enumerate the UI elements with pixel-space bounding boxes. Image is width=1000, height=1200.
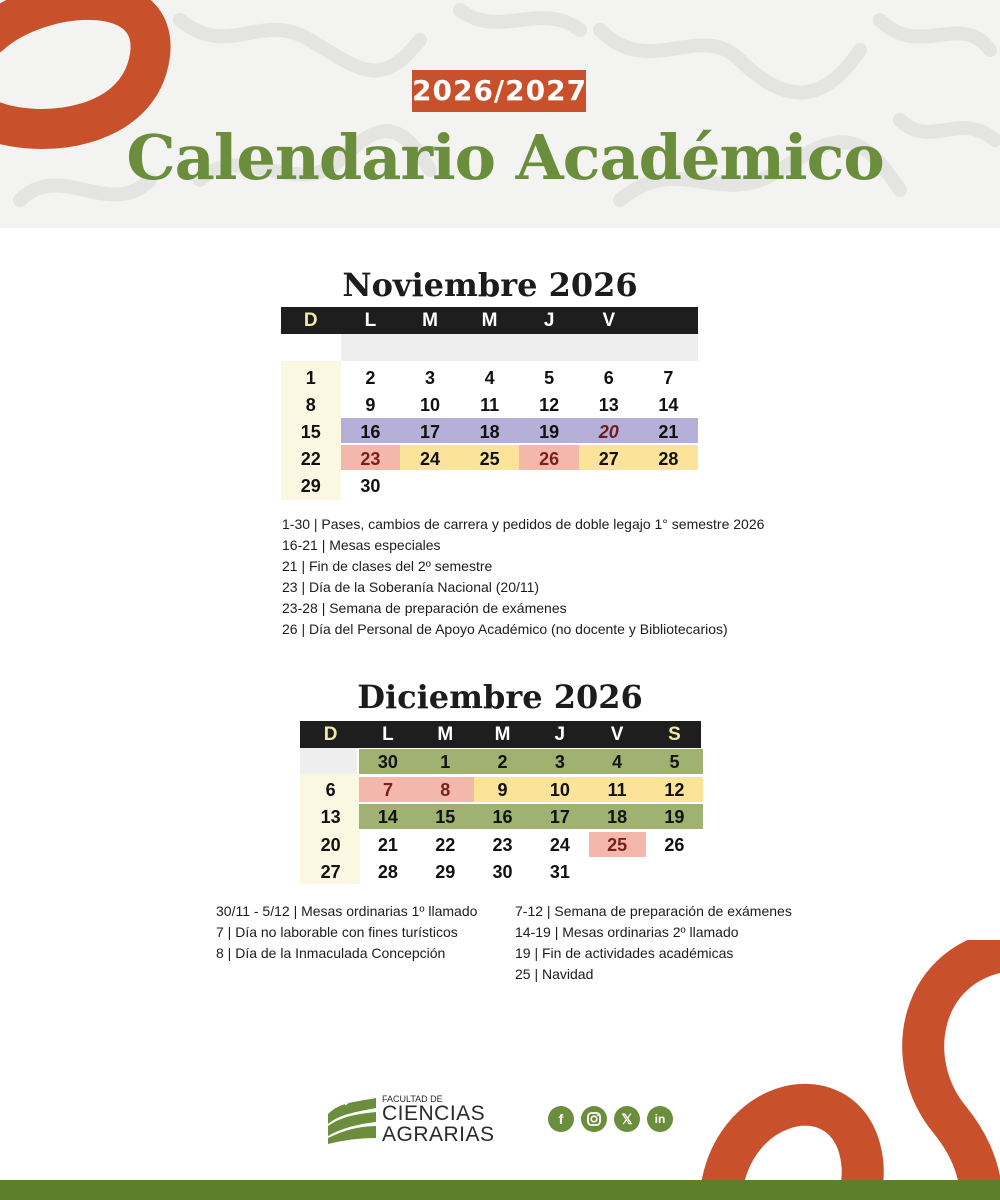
logo-small-text: FACULTAD DE [382, 1094, 443, 1104]
weekday-label: J [543, 310, 555, 331]
day-cell: 19 [539, 422, 560, 442]
legend-item: 26 | Día del Personal de Apoyo Académico (no docente y Bibliotecarios) [282, 621, 728, 637]
legend-item: 23-28 | Semana de preparación de exámenes [282, 600, 567, 616]
noviembre-legend [282, 514, 764, 640]
day-cell: 20 [320, 835, 341, 855]
instagram-icon[interactable] [581, 1106, 607, 1132]
day-cell: 30 [492, 862, 513, 882]
day-cell: 10 [549, 780, 570, 800]
day-cell: 8 [305, 395, 316, 415]
day-cell: 23 [360, 449, 381, 469]
weekday-label: V [610, 724, 624, 745]
day-cell: 9 [497, 780, 508, 800]
day-cell: 26 [539, 449, 560, 469]
weekday-label: M [481, 310, 498, 331]
blank-row [341, 334, 699, 361]
weekday-label: J [554, 724, 566, 745]
diciembre-legend-left [216, 901, 477, 964]
day-cell: 16 [492, 807, 513, 827]
legend-item: 21 | Fin de clases del 2º semestre [282, 558, 493, 574]
day-cell: 11 [607, 780, 627, 800]
logo-line2: AGRARIAS [382, 1123, 495, 1146]
weekday-label: V [602, 310, 616, 331]
legend-item: 14-19 | Mesas ordinarias 2º llamado [515, 924, 739, 940]
day-cell: 7 [663, 368, 674, 388]
day-cell: 15 [300, 422, 321, 442]
day-cell: 16 [360, 422, 381, 442]
day-cell: 17 [549, 807, 570, 827]
day-cell: 25 [607, 835, 628, 855]
page-title: Calendario Académico [126, 121, 884, 194]
day-cell: 28 [658, 449, 679, 469]
day-cell: 25 [479, 449, 500, 469]
day-cell: 11 [480, 395, 500, 415]
day-cell: 27 [598, 449, 619, 469]
faculty-logo [326, 1092, 506, 1148]
fields-logo-icon [326, 1094, 378, 1146]
day-cell: 1 [305, 368, 316, 388]
day-cell: 12 [664, 780, 685, 800]
day-cell: 23 [492, 835, 513, 855]
x-icon[interactable]: 𝕏 [614, 1106, 640, 1132]
day-cell: 2 [497, 752, 508, 772]
day-cell: 22 [300, 449, 321, 469]
decorative-swirl [680, 940, 1000, 1200]
legend-item: 1-30 | Pases, cambios de carrera y pedidos de doble legajo 1° semestre 2026 [282, 516, 765, 532]
day-cell: 31 [549, 862, 570, 882]
day-cell: 10 [419, 395, 440, 415]
header-banner [0, 0, 1000, 228]
day-cell: 29 [300, 476, 321, 496]
weekday-label: L [364, 310, 377, 331]
day-cell: 24 [549, 835, 570, 855]
footer-bar [0, 1180, 1000, 1200]
day-cell: 21 [377, 835, 398, 855]
weekday-label: D [323, 724, 338, 745]
day-cell: 13 [598, 395, 619, 415]
legend-item: 30/11 - 5/12 | Mesas ordinarias 1º llamado [216, 903, 478, 919]
day-cell: 27 [320, 862, 341, 882]
linkedin-icon[interactable]: in [647, 1106, 673, 1132]
blank-cell [300, 748, 357, 774]
day-cell: 26 [664, 835, 685, 855]
day-cell: 9 [365, 395, 376, 415]
day-cell: 12 [539, 395, 560, 415]
legend-item: 23 | Día de la Soberanía Nacional (20/11) [282, 579, 540, 595]
day-cell: 5 [544, 368, 555, 388]
day-cell: 22 [435, 835, 456, 855]
day-cell: 8 [440, 780, 451, 800]
day-cell: 7 [382, 780, 393, 800]
weekday-label: M [494, 724, 511, 745]
legend-item: 7-12 | Semana de preparación de exámenes [515, 903, 792, 919]
day-cell: 29 [435, 862, 456, 882]
day-cell: 6 [325, 780, 336, 800]
legend-item: 16-21 | Mesas especiales [282, 537, 441, 553]
day-cell: 20 [598, 422, 619, 442]
weekday-label: M [437, 724, 454, 745]
diciembre-title: Diciembre 2026 [357, 678, 643, 716]
day-cell: 15 [435, 807, 456, 827]
day-cell: 30 [377, 752, 398, 772]
day-cell: 4 [484, 368, 495, 388]
legend-item: 7 | Día no laborable con fines turísticos [216, 924, 458, 940]
weekday-label: M [422, 310, 438, 331]
day-cell: 2 [365, 368, 376, 388]
weekday-label: D [303, 310, 318, 331]
day-cell: 13 [320, 807, 341, 827]
logo-line1: CIENCIAS [382, 1102, 486, 1125]
day-cell: 17 [419, 422, 440, 442]
weekday-label: L [382, 724, 394, 745]
day-cell: 24 [419, 449, 440, 469]
day-cell: 28 [377, 862, 398, 882]
day-cell: 3 [554, 752, 565, 772]
weekday-label: S [668, 724, 681, 745]
day-cell: 18 [607, 807, 628, 827]
noviembre-title: Noviembre 2026 [342, 266, 638, 304]
legend-item: 19 | Fin de actividades académicas [515, 945, 734, 961]
day-cell: 14 [658, 395, 679, 415]
day-cell: 6 [603, 368, 614, 388]
legend-item: 25 | Navidad [515, 966, 594, 982]
day-cell: 19 [664, 807, 685, 827]
day-cell: 18 [479, 422, 500, 442]
facebook-icon[interactable]: f [548, 1106, 574, 1132]
day-cell: 1 [440, 752, 451, 772]
day-cell: 4 [612, 752, 623, 772]
legend-item: 8 | Día de la Inmaculada Concepción [216, 945, 446, 961]
academic-year-badge: 2026/2027 [412, 70, 586, 112]
day-cell: 3 [424, 368, 435, 388]
day-cell: 21 [658, 422, 679, 442]
day-cell: 5 [669, 752, 680, 772]
day-cell: 30 [360, 476, 381, 496]
day-cell: 14 [377, 807, 398, 827]
